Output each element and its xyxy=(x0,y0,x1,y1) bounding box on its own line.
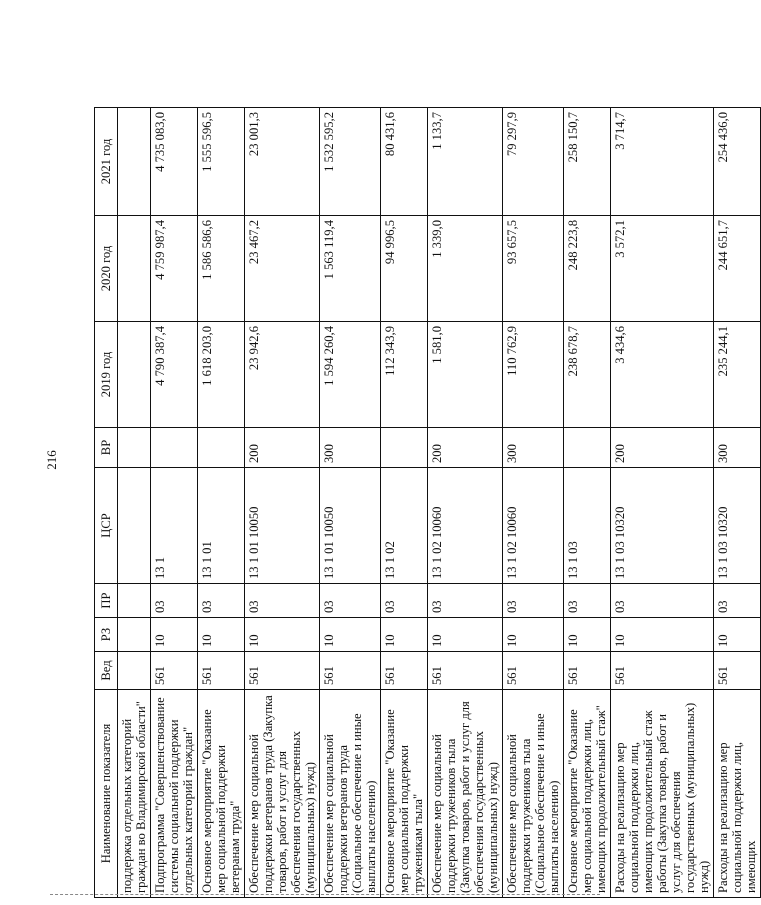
row-pr: 03 xyxy=(428,584,503,618)
row-csr: 13 1 01 xyxy=(198,468,245,584)
row-rz: 10 xyxy=(245,618,320,652)
row-2019: 1 581,0 xyxy=(428,322,503,428)
row-rz: 10 xyxy=(151,618,198,652)
row-2021 xyxy=(118,108,151,216)
row-2020: 23 467,2 xyxy=(245,216,320,322)
table-row xyxy=(198,108,245,898)
row-ved: 561 xyxy=(381,652,428,690)
row-2020: 1 586 586,6 xyxy=(198,216,245,322)
row-2021: 258 150,7 xyxy=(564,108,611,216)
table-row xyxy=(714,108,761,898)
table-row xyxy=(118,108,151,898)
header-pr: ПР xyxy=(95,584,118,618)
row-csr: 13 1 03 10320 xyxy=(611,468,714,584)
row-2021: 4 735 083,0 xyxy=(151,108,198,216)
row-csr: 13 1 03 10320 xyxy=(714,468,761,584)
row-pr: 03 xyxy=(714,584,761,618)
row-2021: 79 297,9 xyxy=(503,108,564,216)
row-2020: 4 759 987,4 xyxy=(151,216,198,322)
row-2021: 1 532 595,2 xyxy=(320,108,381,216)
row-ved xyxy=(118,652,151,690)
row-2019: 112 343,9 xyxy=(381,322,428,428)
row-name: Расходы на реализацию мер социальной поддержки лиц, имеющих продолжительный стаж работы (Закупка товаров, работ и услуг для обеспечения государственных (муниципальных) нужд) xyxy=(611,690,714,898)
row-rz: 10 xyxy=(320,618,381,652)
row-2021: 3 714,7 xyxy=(611,108,714,216)
table-row xyxy=(503,108,564,898)
row-2020: 248 223,8 xyxy=(564,216,611,322)
table-row xyxy=(151,108,198,898)
row-rz: 10 xyxy=(198,618,245,652)
row-ved: 561 xyxy=(245,652,320,690)
row-ved: 561 xyxy=(320,652,381,690)
table-row xyxy=(611,108,714,898)
row-pr: 03 xyxy=(320,584,381,618)
row-vr: 300 xyxy=(714,428,761,468)
row-2021: 23 001,3 xyxy=(245,108,320,216)
row-2021: 1 133,7 xyxy=(428,108,503,216)
row-ved: 561 xyxy=(428,652,503,690)
row-vr: 200 xyxy=(611,428,714,468)
row-2020: 1 339,0 xyxy=(428,216,503,322)
row-csr: 13 1 02 10060 xyxy=(503,468,564,584)
header-ved: Вед xyxy=(95,652,118,690)
row-2019: 238 678,7 xyxy=(564,322,611,428)
row-pr xyxy=(118,584,151,618)
row-2021: 80 431,6 xyxy=(381,108,428,216)
row-ved: 561 xyxy=(198,652,245,690)
header-rz: РЗ xyxy=(95,618,118,652)
row-vr: 200 xyxy=(428,428,503,468)
row-csr: 13 1 01 10050 xyxy=(320,468,381,584)
row-rz: 10 xyxy=(381,618,428,652)
row-pr: 03 xyxy=(611,584,714,618)
row-name: Обеспечение мер социальной поддержки тружеников тыла (Закупка товаров, работ и услуг для обеспечения государственных (муниципальных) нужд) xyxy=(428,690,503,898)
row-ved: 561 xyxy=(564,652,611,690)
header-vr: ВР xyxy=(95,428,118,468)
budget-table xyxy=(94,107,761,898)
row-vr: 200 xyxy=(245,428,320,468)
row-pr: 03 xyxy=(564,584,611,618)
row-rz xyxy=(118,618,151,652)
row-vr: 300 xyxy=(320,428,381,468)
row-pr: 03 xyxy=(503,584,564,618)
page-content xyxy=(94,64,758,904)
header-csr: ЦСР xyxy=(95,468,118,584)
row-rz: 10 xyxy=(611,618,714,652)
row-csr: 13 1 01 10050 xyxy=(245,468,320,584)
row-2019: 235 244,1 xyxy=(714,322,761,428)
row-ved: 561 xyxy=(503,652,564,690)
row-csr: 13 1 xyxy=(151,468,198,584)
row-rz: 10 xyxy=(564,618,611,652)
row-name: Расходы на реализацию мер социальной поддержки лиц, имеющих xyxy=(714,690,761,898)
row-rz: 10 xyxy=(714,618,761,652)
row-name: поддержка отдельных категорий граждан во Владимирской области" xyxy=(118,690,151,898)
header-2021: 2021 год xyxy=(95,108,118,216)
row-pr: 03 xyxy=(151,584,198,618)
header-2020: 2020 год xyxy=(95,216,118,322)
row-name: Обеспечение мер социальной поддержки тружеников тыла (Социальное обеспечение и иные выплаты населению) xyxy=(503,690,564,898)
row-name: Обеспечение мер социальной поддержки ветеранов труда (Социальное обеспечение и иные выплаты населению) xyxy=(320,690,381,898)
row-name: Обеспечение мер социальной поддержки ветеранов труда (Закупка товаров, работ и услуг для обеспечения государственных (муниципальных) нужд) xyxy=(245,690,320,898)
row-2021: 1 555 596,5 xyxy=(198,108,245,216)
row-vr xyxy=(118,428,151,468)
row-2019: 3 434,6 xyxy=(611,322,714,428)
row-name: Основное мероприятие "Оказание мер социальной поддержки лиц, имеющих продолжительный стаж" xyxy=(564,690,611,898)
row-2021: 254 436,0 xyxy=(714,108,761,216)
header-2019: 2019 год xyxy=(95,322,118,428)
row-2019: 23 942,6 xyxy=(245,322,320,428)
table-row xyxy=(320,108,381,898)
row-name: Основное мероприятие "Оказание мер социальной поддержки ветеранам труда" xyxy=(198,690,245,898)
row-2020: 244 651,7 xyxy=(714,216,761,322)
row-vr xyxy=(564,428,611,468)
row-rz: 10 xyxy=(503,618,564,652)
header-name: Наименование показателя xyxy=(95,690,118,898)
row-2020 xyxy=(118,216,151,322)
row-2020: 3 572,1 xyxy=(611,216,714,322)
row-csr: 13 1 02 10060 xyxy=(428,468,503,584)
row-ved: 561 xyxy=(714,652,761,690)
row-2019: 1 594 260,4 xyxy=(320,322,381,428)
scan-edge-divider xyxy=(50,894,600,895)
row-pr: 03 xyxy=(198,584,245,618)
row-pr: 03 xyxy=(381,584,428,618)
row-2019 xyxy=(118,322,151,428)
table-header-row xyxy=(95,108,118,898)
table-row xyxy=(245,108,320,898)
row-ved: 561 xyxy=(611,652,714,690)
row-ved: 561 xyxy=(151,652,198,690)
row-2020: 1 563 119,4 xyxy=(320,216,381,322)
row-vr xyxy=(151,428,198,468)
row-name: Подпрограмма "Совершенствование системы социальной поддержки отдельных категорий граждан" xyxy=(151,690,198,898)
rotated-table-area xyxy=(94,64,758,904)
row-2019: 4 790 387,4 xyxy=(151,322,198,428)
row-csr: 13 1 03 xyxy=(564,468,611,584)
page-number: 216 xyxy=(43,450,59,470)
row-2020: 94 996,5 xyxy=(381,216,428,322)
row-csr: 13 1 02 xyxy=(381,468,428,584)
row-vr xyxy=(381,428,428,468)
row-2019: 1 618 203,0 xyxy=(198,322,245,428)
row-vr xyxy=(198,428,245,468)
row-2020: 93 657,5 xyxy=(503,216,564,322)
row-2019: 110 762,9 xyxy=(503,322,564,428)
table-row xyxy=(428,108,503,898)
row-pr: 03 xyxy=(245,584,320,618)
table-row xyxy=(564,108,611,898)
row-name: Основное мероприятие "Оказание мер социальной поддержки труженикам тыла" xyxy=(381,690,428,898)
row-rz: 10 xyxy=(428,618,503,652)
row-vr: 300 xyxy=(503,428,564,468)
table-row xyxy=(381,108,428,898)
row-csr xyxy=(118,468,151,584)
